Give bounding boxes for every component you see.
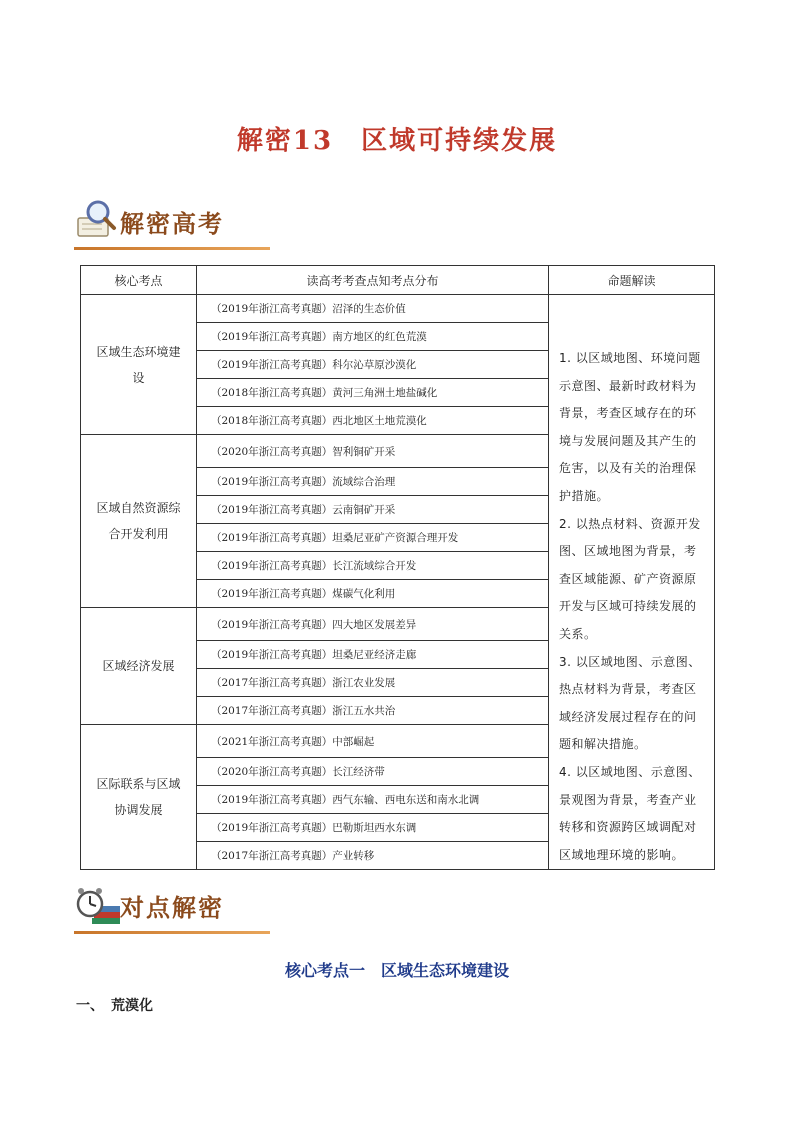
item-cell: （2019年浙江高考真题）科尔沁草原沙漠化 bbox=[197, 351, 549, 379]
category-cell: 区域生态环境建设 bbox=[81, 295, 197, 435]
header-interpretation: 命题解读 bbox=[549, 266, 715, 295]
interpretation-point: 4. 以区域地图、示意图、景观图为背景，考查产业转移和资源跨区域调配对区域地理环境的影响。 bbox=[559, 764, 701, 862]
item-cell: （2017年浙江高考真题）浙江五水共治 bbox=[197, 697, 549, 725]
header-distribution: 读高考考查点知考点分布 bbox=[197, 266, 549, 295]
item-cell: （2020年浙江高考真题）智利铜矿开采 bbox=[197, 435, 549, 468]
banner-rule bbox=[74, 931, 270, 934]
page-title: 解密13 区域可持续发展 bbox=[236, 126, 558, 156]
category-cell: 区域自然资源综合开发利用 bbox=[81, 435, 197, 608]
item-cell: （2017年浙江高考真题）浙江农业发展 bbox=[197, 669, 549, 697]
magnifier-book-icon bbox=[74, 196, 122, 244]
item-cell: （2017年浙江高考真题）产业转移 bbox=[197, 842, 549, 870]
interpretation-point: 3. 以区域地图、示意图、热点材料为背景，考查区域经济发展过程存在的问题和解决措施。 bbox=[559, 654, 701, 752]
item-cell: （2021年浙江高考真题）中部崛起 bbox=[197, 725, 549, 758]
category-cell: 区际联系与区域协调发展 bbox=[81, 725, 197, 870]
item-cell: （2019年浙江高考真题）沼泽的生态价值 bbox=[197, 295, 549, 323]
item-cell: （2019年浙江高考真题）西气东输、西电东送和南水北调 bbox=[197, 786, 549, 814]
item-cell: （2018年浙江高考真题）黄河三角洲土地盐碱化 bbox=[197, 379, 549, 407]
interpretation-point: 1. 以区域地图、环境问题示意图、最新时政材料为背景，考查区域存在的环境与发展问题及其产生的危害，以及有关的治理保护措施。 bbox=[559, 351, 701, 503]
item-cell: （2020年浙江高考真题）长江经济带 bbox=[197, 758, 549, 786]
table-row bbox=[81, 295, 715, 323]
section-heading: 核心考点一 区域生态环境建设 bbox=[284, 961, 509, 980]
interpretation-cell bbox=[549, 295, 715, 870]
item-cell: （2019年浙江高考真题）长江流域综合开发 bbox=[197, 552, 549, 580]
item-cell: （2019年浙江高考真题）南方地区的红色荒漠 bbox=[197, 323, 549, 351]
item-cell: （2019年浙江高考真题）流域综合治理 bbox=[197, 468, 549, 496]
interpretation-point: 2. 以热点材料、资源开发图、区域地图为背景，考查区域能源、矿产资源原开发与区域可持续发展的关系。 bbox=[559, 516, 701, 641]
sub-heading: 一、 荒漠化 bbox=[76, 998, 153, 1014]
banner-label: 对点解密 bbox=[120, 893, 224, 922]
item-cell: （2019年浙江高考真题）煤碳气化利用 bbox=[197, 580, 549, 608]
banner-label: 解密高考 bbox=[120, 209, 224, 238]
item-cell: （2019年浙江高考真题）坦桑尼亚经济走廊 bbox=[197, 641, 549, 669]
category-cell: 区域经济发展 bbox=[81, 608, 197, 725]
banner-jiemi-gaokao bbox=[70, 196, 270, 256]
header-core-point: 核心考点 bbox=[81, 266, 197, 295]
clock-books-icon bbox=[74, 880, 122, 928]
item-cell: （2019年浙江高考真题）四大地区发展差异 bbox=[197, 608, 549, 641]
banner-duidian-jiemi bbox=[70, 880, 270, 940]
item-cell: （2019年浙江高考真题）坦桑尼亚矿产资源合理开发 bbox=[197, 524, 549, 552]
banner-rule bbox=[74, 247, 270, 250]
item-cell: （2019年浙江高考真题）巴勒斯坦西水东调 bbox=[197, 814, 549, 842]
item-cell: （2019年浙江高考真题）云南铜矿开采 bbox=[197, 496, 549, 524]
item-cell: （2018年浙江高考真题）西北地区土地荒漠化 bbox=[197, 407, 549, 435]
table-header-row bbox=[81, 266, 715, 295]
exam-table bbox=[80, 265, 715, 870]
